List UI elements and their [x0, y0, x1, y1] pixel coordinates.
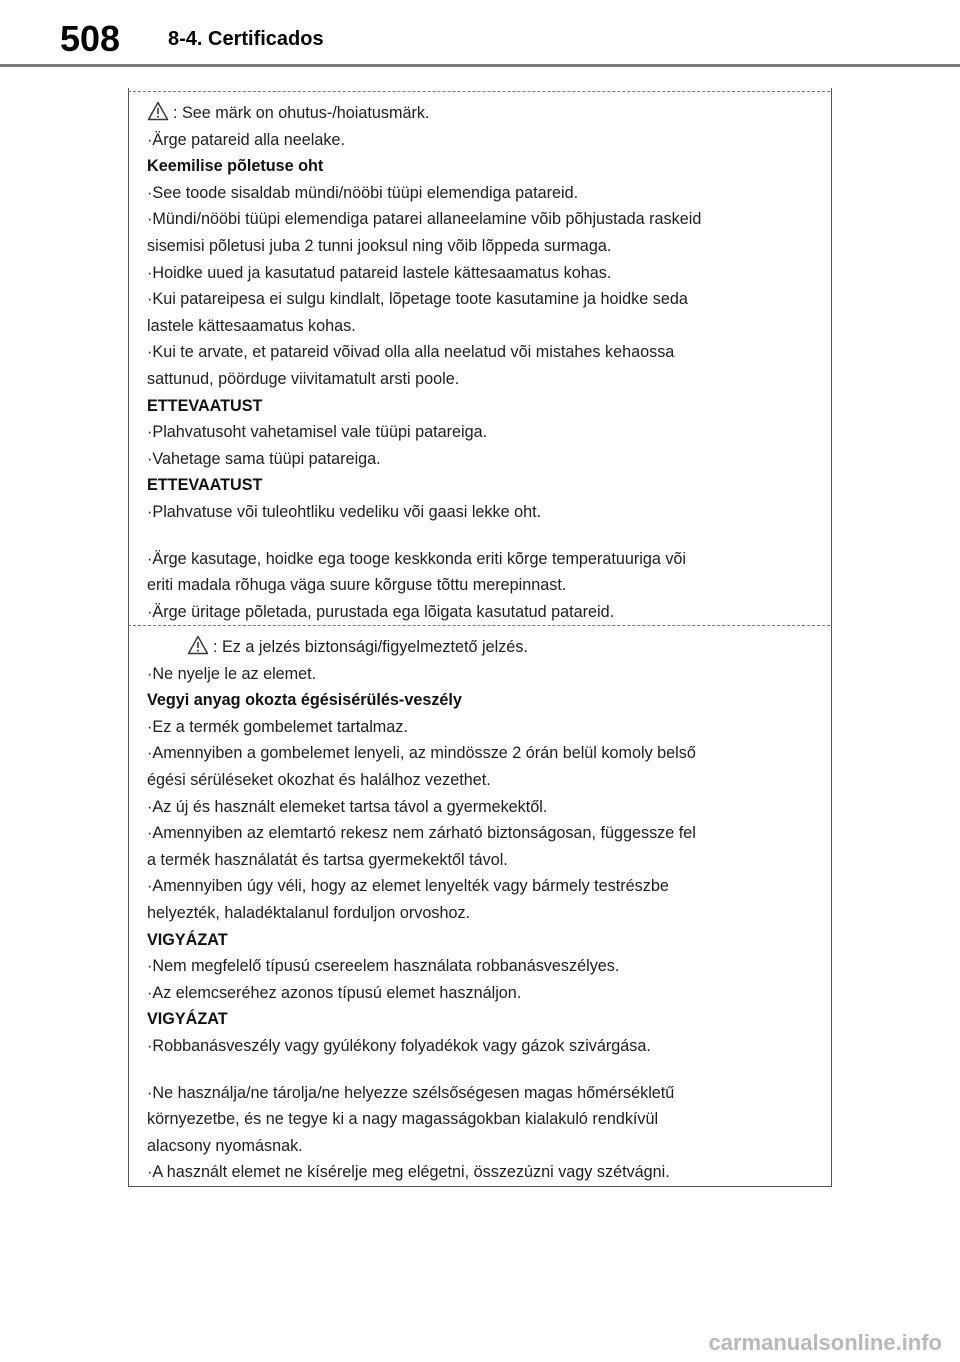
line-text: : See märk on ohutus-/hoiatusmärk. [173, 104, 430, 122]
line-text: alacsony nyomásnak. [147, 1136, 303, 1155]
line-text: ·Plahvatuse või tuleohtliku vedeliku või gaasi lekke oht. [147, 502, 542, 521]
estonian-warning-text [147, 100, 817, 625]
line-text: ·Robbanásveszély vagy gyúlékony folyadékok vagy gázok szivárgása. [147, 1036, 651, 1055]
text-line [147, 339, 817, 366]
text-line [147, 1106, 817, 1133]
text-line [147, 661, 817, 688]
line-text: sisemisi põletusi juba 2 tunni jooksul ning võib lõppeda surmaga. [147, 236, 612, 255]
line-text: helyezték, haladéktalanul forduljon orvoshoz. [147, 903, 471, 922]
text-line [147, 1080, 817, 1107]
text-line [147, 599, 817, 626]
line-text: ·Ärge patareid alla neelake. [147, 130, 345, 149]
text-line [147, 366, 817, 393]
text-line [147, 180, 817, 207]
text-line [147, 980, 817, 1007]
text-line [147, 233, 817, 260]
text-line [147, 847, 817, 874]
line-text: ·Ne nyelje le az elemet. [147, 664, 317, 683]
line-text: sattunud, pöörduge viivitamatult arsti poole. [147, 369, 460, 388]
warning-heading [147, 927, 817, 954]
line-text: lastele kättesaamatus kohas. [147, 316, 356, 335]
warning-heading [147, 687, 817, 714]
line-text: ·Az elemcseréhez azonos típusú elemet használjon. [147, 983, 522, 1002]
text-line [147, 499, 817, 526]
line-text: ·Hoidke uued ja kasutatud patareid lastele kättesaamatus kohas. [147, 263, 612, 282]
text-line [147, 1159, 817, 1186]
warning-heading [147, 153, 817, 180]
text-line [147, 260, 817, 287]
text-line [147, 286, 817, 313]
warning-symbol-note [147, 100, 817, 127]
text-line [147, 794, 817, 821]
watermark: carmanualsonline.info [708, 1330, 942, 1355]
line-text: ·Az új és használt elemeket tartsa távol a gyermekektől. [147, 797, 548, 816]
warning-heading [147, 1006, 817, 1033]
text-line [147, 873, 817, 900]
line-text: ·Kui te arvate, et patareid võivad olla alla neelatud või mistahes kehaossa [147, 343, 675, 362]
line-text: ·Ne használja/ne tárolja/ne helyezze szélsőségesen magas hőmérsékletű [147, 1083, 675, 1102]
line-text: ·Kui patareipesa ei sulgu kindlalt, lõpetage toote kasutamine ja hoidke seda [147, 290, 688, 309]
text-line [147, 900, 817, 927]
page-header [0, 0, 960, 70]
text-line [147, 714, 817, 741]
top-dashed-rule [128, 91, 830, 92]
line-text: ·Amennyiben a gombelemet lenyeli, az mindössze 2 órán belül komoly belső [147, 744, 696, 763]
text-line [147, 127, 817, 154]
text-line [147, 572, 817, 599]
text-line [147, 1133, 817, 1160]
line-text: környezetbe, és ne tegye ki a nagy magasságokban kialakuló rendkívül [147, 1110, 659, 1129]
text-line [147, 767, 817, 794]
line-text: ·Nem megfelelő típusú csereelem használata robbanásveszélyes. [147, 957, 620, 976]
text-line [147, 313, 817, 340]
line-text: ·Amennyiben úgy véli, hogy az elemet lenyelték vagy bármely testrészbe [147, 877, 669, 896]
text-line [147, 546, 817, 573]
header-rule [0, 64, 960, 67]
line-text: ·See toode sisaldab mündi/nööbi tüüpi elemendiga patareid. [147, 183, 579, 202]
hungarian-warning-text [147, 634, 817, 1186]
warning-heading [147, 472, 817, 499]
text-line [147, 953, 817, 980]
warning-triangle-icon [147, 101, 169, 121]
line-text: ETTEVAATUST [147, 476, 263, 495]
line-text: eriti madala rõhuga väga suure kõrguse tõttu merepinnast. [147, 576, 567, 595]
text-line [147, 740, 817, 767]
section-title: 8-4. Certificados [168, 28, 324, 50]
line-text: VIGYÁZAT [147, 1010, 228, 1029]
line-text: Vegyi anyag okozta égésisérülés-veszély [147, 691, 462, 710]
line-text: VIGYÁZAT [147, 930, 228, 949]
line-text: ·Ärge üritage põletada, purustada ega lõigata kasutatud patareid. [147, 602, 615, 621]
line-text: Keemilise põletuse oht [147, 157, 324, 176]
warning-symbol-note [147, 634, 817, 661]
line-text: ·Ez a termék gombelemet tartalmaz. [147, 717, 408, 736]
page-number: 508 [60, 18, 121, 59]
line-text: : Ez a jelzés biztonsági/figyelmeztető jelzés. [213, 638, 528, 656]
text-line [147, 820, 817, 847]
line-text: ·A használt elemet ne kísérelje meg elégetni, összezúzni vagy szétvágni. [147, 1163, 670, 1182]
text-line [147, 446, 817, 473]
warning-triangle-icon [187, 635, 209, 655]
text-line [147, 1033, 817, 1060]
text-line [147, 206, 817, 233]
line-text: ·Vahetage sama tüüpi patareiga. [147, 449, 381, 468]
line-text: ·Plahvatusoht vahetamisel vale tüüpi patareiga. [147, 423, 488, 442]
line-text: égési sérüléseket okozhat és halálhoz vezethet. [147, 770, 491, 789]
line-text: ETTEVAATUST [147, 396, 263, 415]
line-text: ·Ärge kasutage, hoidke ega tooge keskkonda eriti kõrge temperatuuriga või [147, 549, 687, 568]
line-text: ·Mündi/nööbi tüüpi elemendiga patarei allaneelamine võib põhjustada raskeid [147, 210, 702, 229]
warning-heading [147, 393, 817, 420]
text-line [147, 419, 817, 446]
line-text: ·Amennyiben az elemtartó rekesz nem zárható biztonságosan, függessze fel [147, 824, 696, 843]
line-text: a termék használatát és tartsa gyermekektől távol. [147, 850, 508, 869]
